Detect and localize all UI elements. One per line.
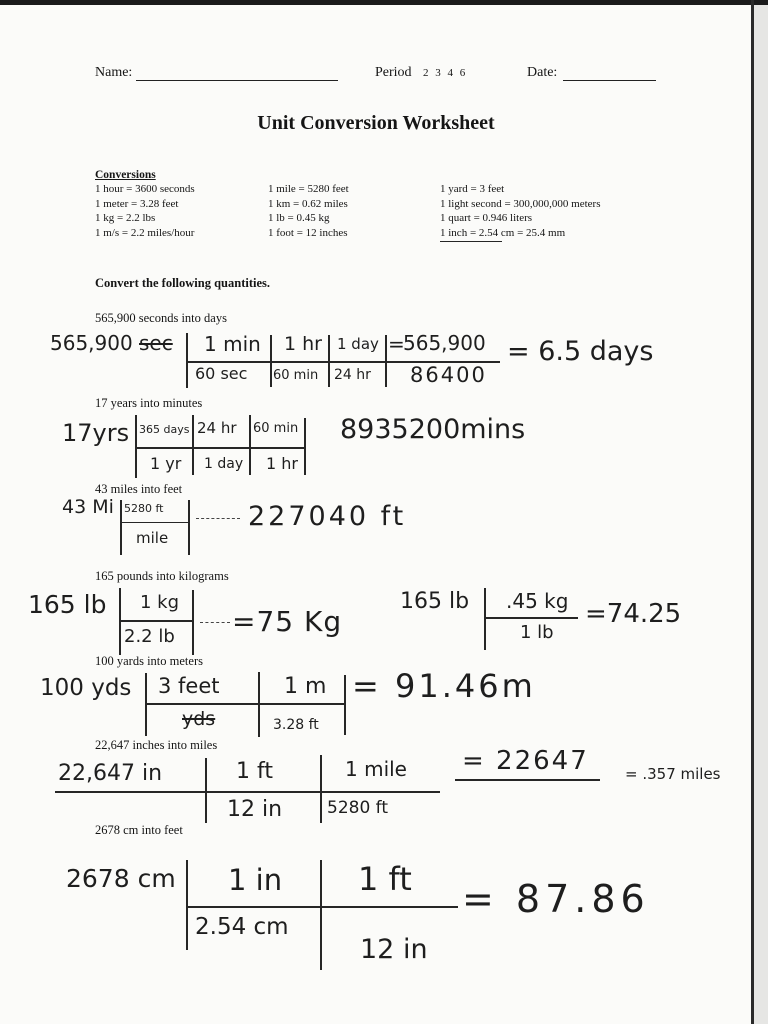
start-value: 565,900 [50,331,133,355]
factor-divider [484,588,486,650]
factor-numerator: 1 m [284,674,327,699]
factor-numerator: 1 mile [345,757,407,781]
factor-divider [192,590,194,655]
problem-prompt: 17 years into minutes [95,396,203,410]
factor-divider [186,860,188,950]
factor-divider [249,415,251,475]
factor-denominator: 24 hr [334,367,371,383]
conversions-heading: Conversions [95,169,156,181]
start-value: 22,647 in [58,761,163,786]
factor-numerator: 60 min [253,421,299,436]
result-denominator: 86400 [410,363,487,387]
factor-denominator: 60 sec [195,364,248,383]
factor-numerator: 5280 ft [124,502,164,515]
factor-divider [304,418,306,475]
problem-prompt: 565,900 seconds into days [95,311,227,325]
final-answer: = .357 miles [625,765,721,783]
problem-prompt: 43 miles into feet [95,482,183,496]
factor-denominator: 1 day [204,456,244,472]
conversion-foot-inches: 1 foot = 12 inches [268,227,348,239]
problem-prompt: 100 yards into meters [95,654,203,668]
scan-top-edge [0,0,768,5]
start-value: 100 yds [40,675,132,701]
fraction-bar [55,791,440,793]
start-value: 17yrs [62,419,130,447]
fraction-bar [119,620,193,622]
factor-denominator: 12 in [360,934,428,965]
factor-numerator: 1 kg [140,592,180,613]
name-label: Name: [95,65,133,80]
conversion-km-miles: 1 km = 0.62 miles [268,198,348,210]
factor-denominator: 2.2 lb [124,626,175,647]
factor-denominator: 60 min [273,368,319,383]
factor-divider [192,415,194,475]
conversion-mile-feet: 1 mile = 5280 feet [268,183,349,195]
period-options: 2 3 4 6 [423,67,466,79]
factor-divider [188,500,190,555]
factor-numerator: 1 day [337,335,379,353]
factor-numerator: 1 in [228,863,283,897]
conversion-meter-feet: 1 meter = 3.28 feet [95,198,179,210]
factor-denominator-cancelled: yds [182,708,216,730]
factor-denominator: 1 yr [150,454,182,473]
instructions: Convert the following quantities. [95,276,270,290]
alt-factor-denominator: 1 lb [520,622,554,643]
factor-numerator: 1 min [204,332,261,356]
factor-denominator: mile [136,529,169,547]
conversion-quart-liters: 1 quart = 0.946 liters [440,212,533,224]
conversion-kg-lbs: 1 kg = 2.2 lbs [95,212,156,224]
alt-final-answer: =74.25 [585,599,682,629]
conversion-lb-kg: 1 lb = 0.45 kg [268,212,330,224]
final-answer: 227040 ft [248,501,407,532]
factor-divider [205,758,207,823]
factor-numerator: 1 ft [358,860,412,898]
date-blank-line [563,80,656,81]
conversion-light-second-meters: 1 light second = 300,000,000 meters [440,198,601,210]
final-answer: = 87.86 [462,877,650,921]
final-answer: = 6.5 days [507,336,654,367]
fraction-bar [120,522,188,523]
start-value: 165 lb [28,590,107,619]
factor-denominator: 2.54 cm [195,914,289,940]
page-title: Unit Conversion Worksheet [257,112,495,134]
final-answer: =75 Kg [232,605,343,638]
factor-divider [270,335,272,387]
equals-sign: = [388,332,405,356]
factor-divider [328,335,330,387]
fraction-bar [135,447,305,449]
problem-prompt: 2678 cm into feet [95,823,183,837]
factor-numerator: 1 ft [236,759,273,784]
start-value: 43 Mi [62,496,114,518]
factor-divider [258,672,260,737]
result-numerator: 565,900 [403,331,486,355]
factor-divider [385,335,387,387]
scan-right-edge [751,0,754,1024]
result-numerator: = 22647 [462,746,589,776]
connector-line [200,622,230,623]
final-answer: 8935200mins [340,414,526,445]
factor-numerator: 365 days [139,423,190,436]
alt-start-value: 165 lb [400,589,470,614]
final-answer: = 91.46m [352,667,536,705]
period-label: Period [375,65,412,80]
name-blank-line [136,80,338,81]
factor-denominator: 12 in [227,797,283,822]
factor-divider [320,755,322,823]
factor-denominator: 1 hr [266,454,298,473]
fraction-bar [145,703,345,705]
problem-prompt: 165 pounds into kilograms [95,569,229,583]
start-unit-cancelled: sec [139,331,173,355]
fraction-bar [455,779,600,781]
factor-numerator: 3 feet [158,674,220,698]
alt-factor-numerator: .45 kg [506,589,569,613]
fraction-bar [484,617,578,619]
conversion-ms-mph: 1 m/s = 2.2 miles/hour [95,227,195,239]
conversion-hour-seconds: 1 hour = 3600 seconds [95,183,195,195]
date-label: Date: [527,65,558,80]
handwritten-underline [440,241,502,242]
fraction-bar [186,906,458,908]
conversion-yard-feet: 1 yard = 3 feet [440,183,505,195]
connector-line [196,518,240,519]
factor-numerator: 24 hr [197,419,237,437]
factor-divider [320,860,322,970]
start-value: 2678 cm [66,864,176,893]
factor-divider [119,588,121,655]
conversion-inch-cm-mm: 1 inch = 2.54 cm = 25.4 mm [440,227,566,239]
factor-divider [120,500,122,555]
factor-denominator: 3.28 ft [273,717,319,733]
factor-denominator: 5280 ft [327,798,389,818]
factor-divider [145,673,147,736]
factor-numerator: 1 hr [284,333,322,355]
problem-prompt: 22,647 inches into miles [95,738,218,752]
factor-divider [344,675,346,735]
